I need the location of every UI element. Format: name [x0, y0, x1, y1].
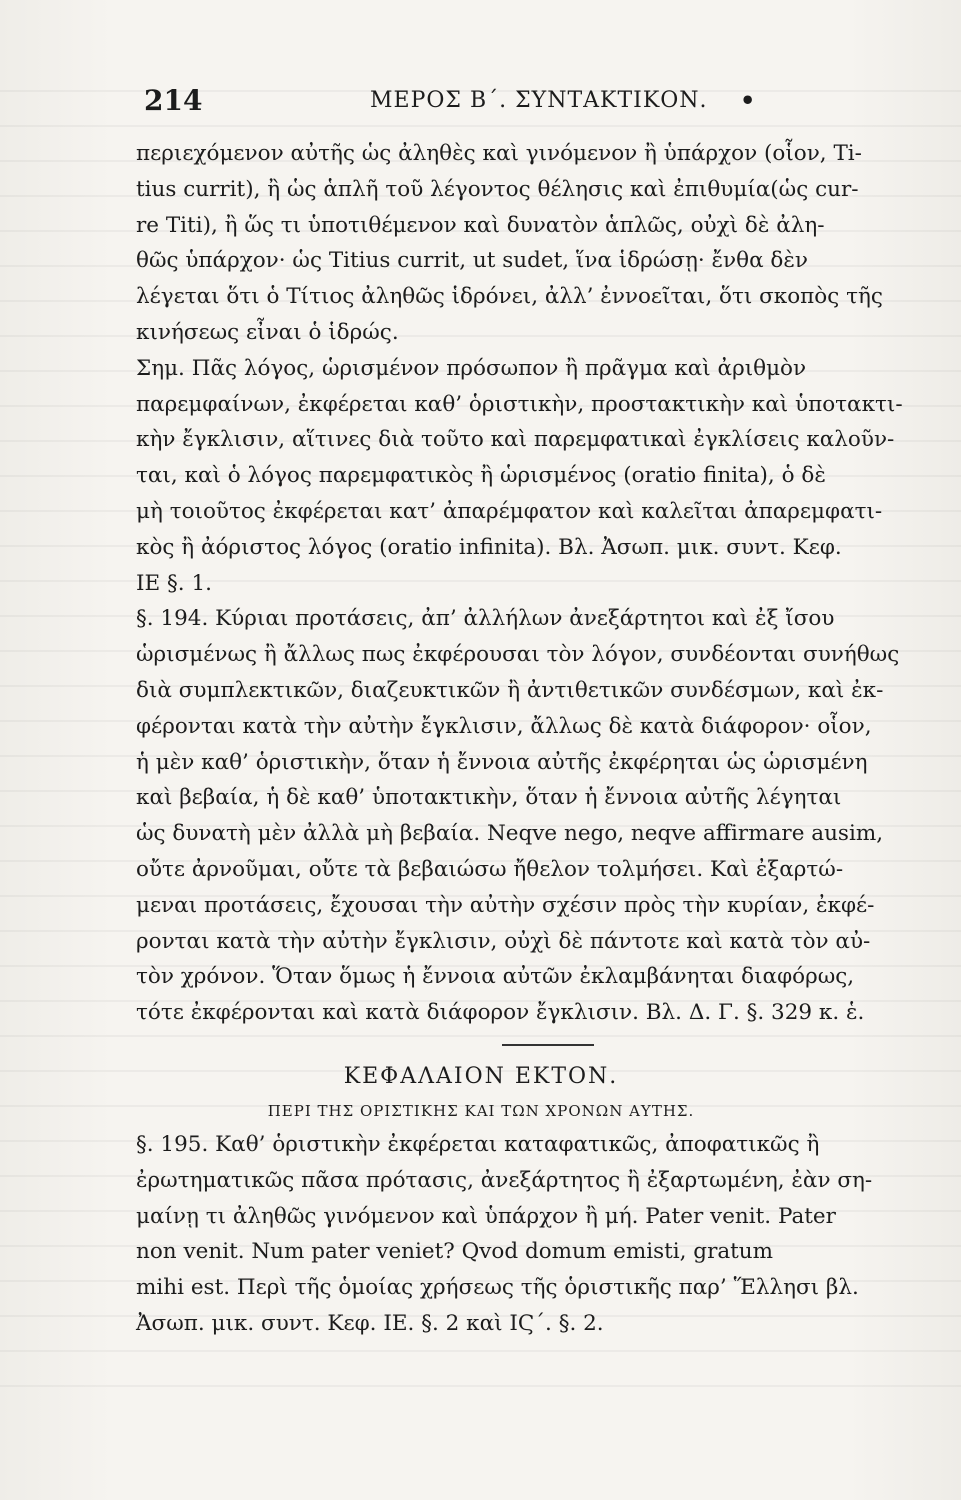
text-line: κὴν ἔγκλισιν, αἵτινες διὰ τοῦτο καὶ παρεμφατικαὶ ἐγκλίσεις καλοῦν- [136, 427, 895, 453]
text-line: tius currit), ἢ ὡς ἁπλῆ τοῦ λέγοντος θέλησις καὶ ἐπιθυμία(ὡς cur- [136, 176, 859, 202]
text-line: λέγεται ὅτι ὁ Τίτιος ἀληθῶς ἱδρόνει, ἀλλ’ ἐννοεῖται, ὅτι σκοπὸς τῆς [136, 284, 883, 310]
text-line: θῶς ὑπάρχον· ὡς Titius currit, ut sudet, ἵνα ἱδρώσῃ· ἔνθα δὲν [136, 248, 808, 274]
text-line: οὔτε ἀρνοῦμαι, οὔτε τὰ βεβαιώσω ἤθελον τολμήσει. Καὶ ἐξαρτώ- [136, 856, 844, 882]
page-header [144, 84, 834, 124]
text-line: κὸς ἢ ἀόριστος λόγος (oratio infinita). Βλ. Ἀσωπ. μικ. συντ. Κεφ. [136, 534, 842, 560]
text-line: ΙΕ §. 1. [136, 570, 212, 596]
text-line: §. 195. Καθ’ ὁριστικὴν ἐκφέρεται καταφατικῶς, ἀποφατικῶς ἢ [136, 1131, 820, 1157]
text-line: ται, καὶ ὁ λόγος παρεμφατικὸς ἢ ὡρισμένος (oratio finita), ὁ δὲ [136, 463, 826, 489]
text-line: re Titi), ἢ ὥς τι ὑποτιθέμενον καὶ δυνατὸν ἁπλῶς, οὐχὶ δὲ ἀλη- [136, 212, 825, 238]
chapter-subtitle: ΠΕΡΙ ΤΗΣ ΟΡΙΣΤΙΚΗΣ ΚΑΙ ΤΩΝ ΧΡΟΝΩΝ ΑΥΤΗΣ. [267, 1101, 695, 1120]
text-line: ὡρισμένως ἢ ἄλλως πως ἐκφέρουσαι τὸν λόγον, συνδέονται συνήθως [136, 642, 900, 668]
text-line: τότε ἐκφέρονται καὶ κατὰ διάφορον ἔγκλισιν. Βλ. Δ. Γ. §. 329 κ. ἑ. [136, 1000, 865, 1026]
text-line: ρονται κατὰ τὴν αὐτὴν ἔγκλισιν, οὐχὶ δὲ πάντοτε καὶ κατὰ τὸν αὐ- [136, 928, 871, 954]
chapter-title: ΚΕΦΑΛΑΙΟΝ ΕΚΤΟΝ. [343, 1063, 619, 1089]
section-195 [136, 1127, 960, 1342]
text-line: φέρονται κατὰ τὴν αὐτὴν ἔγκλισιν, ἄλλως δὲ κατὰ διάφορον· οἷον, [136, 713, 872, 739]
text-line: περιεχόμενον αὐτῆς ὡς ἀληθὲς καὶ γινόμενον ἢ ὑπάρχον (οἷον, Ti- [136, 141, 862, 166]
text-line: ἡ μὲν καθ’ ὁριστικὴν, ὅταν ἡ ἔννοια αὐτῆς ἐκφέρηται ὡς ὡρισμένη [136, 749, 868, 775]
paragraph-1 [136, 136, 960, 351]
page-body [136, 136, 960, 1342]
text-line: Σημ. Πᾶς λόγος, ὡρισμένον πρόσωπον ἢ πρᾶγμα καὶ ἀριθμὸν [136, 355, 807, 381]
text-line: mihi est. Περὶ τῆς ὁμοίας χρήσεως τῆς ὁριστικῆς παρ’ Ἕλλησι βλ. [136, 1275, 859, 1301]
running-head: ΜΕΡΟΣ Β΄. ΣΥΝΤΑΚΤΙΚΟΝ. [370, 88, 708, 113]
text-line: διὰ συμπλεκτικῶν, διαζευκτικῶν ἢ ἀντιθετικῶν συνδέσμων, καὶ ἐκ- [136, 677, 884, 703]
text-line: μὴ τοιοῦτος ἐκφέρεται κατ’ ἀπαρέμφατον καὶ καλεῖται ἀπαρεμφατι- [136, 498, 883, 524]
text-line: μαίνῃ τι ἀληθῶς γινόμενον καὶ ὑπάρχον ἢ μή. Pater venit. Pater [136, 1203, 836, 1229]
text-line: ὡς δυνατὴ μὲν ἀλλὰ μὴ βεβαία. Neqve nego, neqve affirmare ausim, [136, 821, 884, 847]
text-line: τὸν χρόνον. Ὅταν ὅμως ἡ ἔννοια αὐτῶν ἐκλαμβάνηται διαφόρως, [136, 964, 855, 990]
text-line: §. 194. Κύριαι προτάσεις, ἀπ’ ἀλλήλων ἀνεξάρτητοι καὶ ἐξ ἴσου [136, 606, 835, 632]
header-dot: • [740, 86, 756, 115]
text-line: καὶ βεβαία, ἡ δὲ καθ’ ὑποτακτικὴν, ὅταν ἡ ἔννοια αὐτῆς λέγηται [136, 785, 842, 811]
text-line: ἐρωτηματικῶς πᾶσα πρότασις, ἀνεξάρτητος ἢ ἐξαρτωμένη, ἐὰν ση- [136, 1167, 873, 1193]
text-line: κινήσεως εἶναι ὁ ἱδρώς. [136, 319, 399, 345]
text-line: μεναι προτάσεις, ἔχουσαι τὴν αὐτὴν σχέσιν πρὸς τὴν κυρίαν, ἐκφέ- [136, 892, 875, 918]
section-divider [502, 1044, 594, 1046]
page-number: 214 [144, 84, 203, 117]
note-paragraph [136, 351, 960, 602]
text-line: παρεμφαίνων, ἐκφέρεται καθ’ ὁριστικὴν, προστακτικὴν καὶ ὑποτακτι- [136, 391, 903, 417]
text-line: Ἀσωπ. μικ. συντ. Κεφ. ΙΕ. §. 2 καὶ ΙϚ΄. §. 2. [136, 1310, 604, 1336]
text-line: non venit. Num pater veniet? Qvod domum emisti, gratum [136, 1239, 774, 1265]
section-194 [136, 601, 960, 1031]
